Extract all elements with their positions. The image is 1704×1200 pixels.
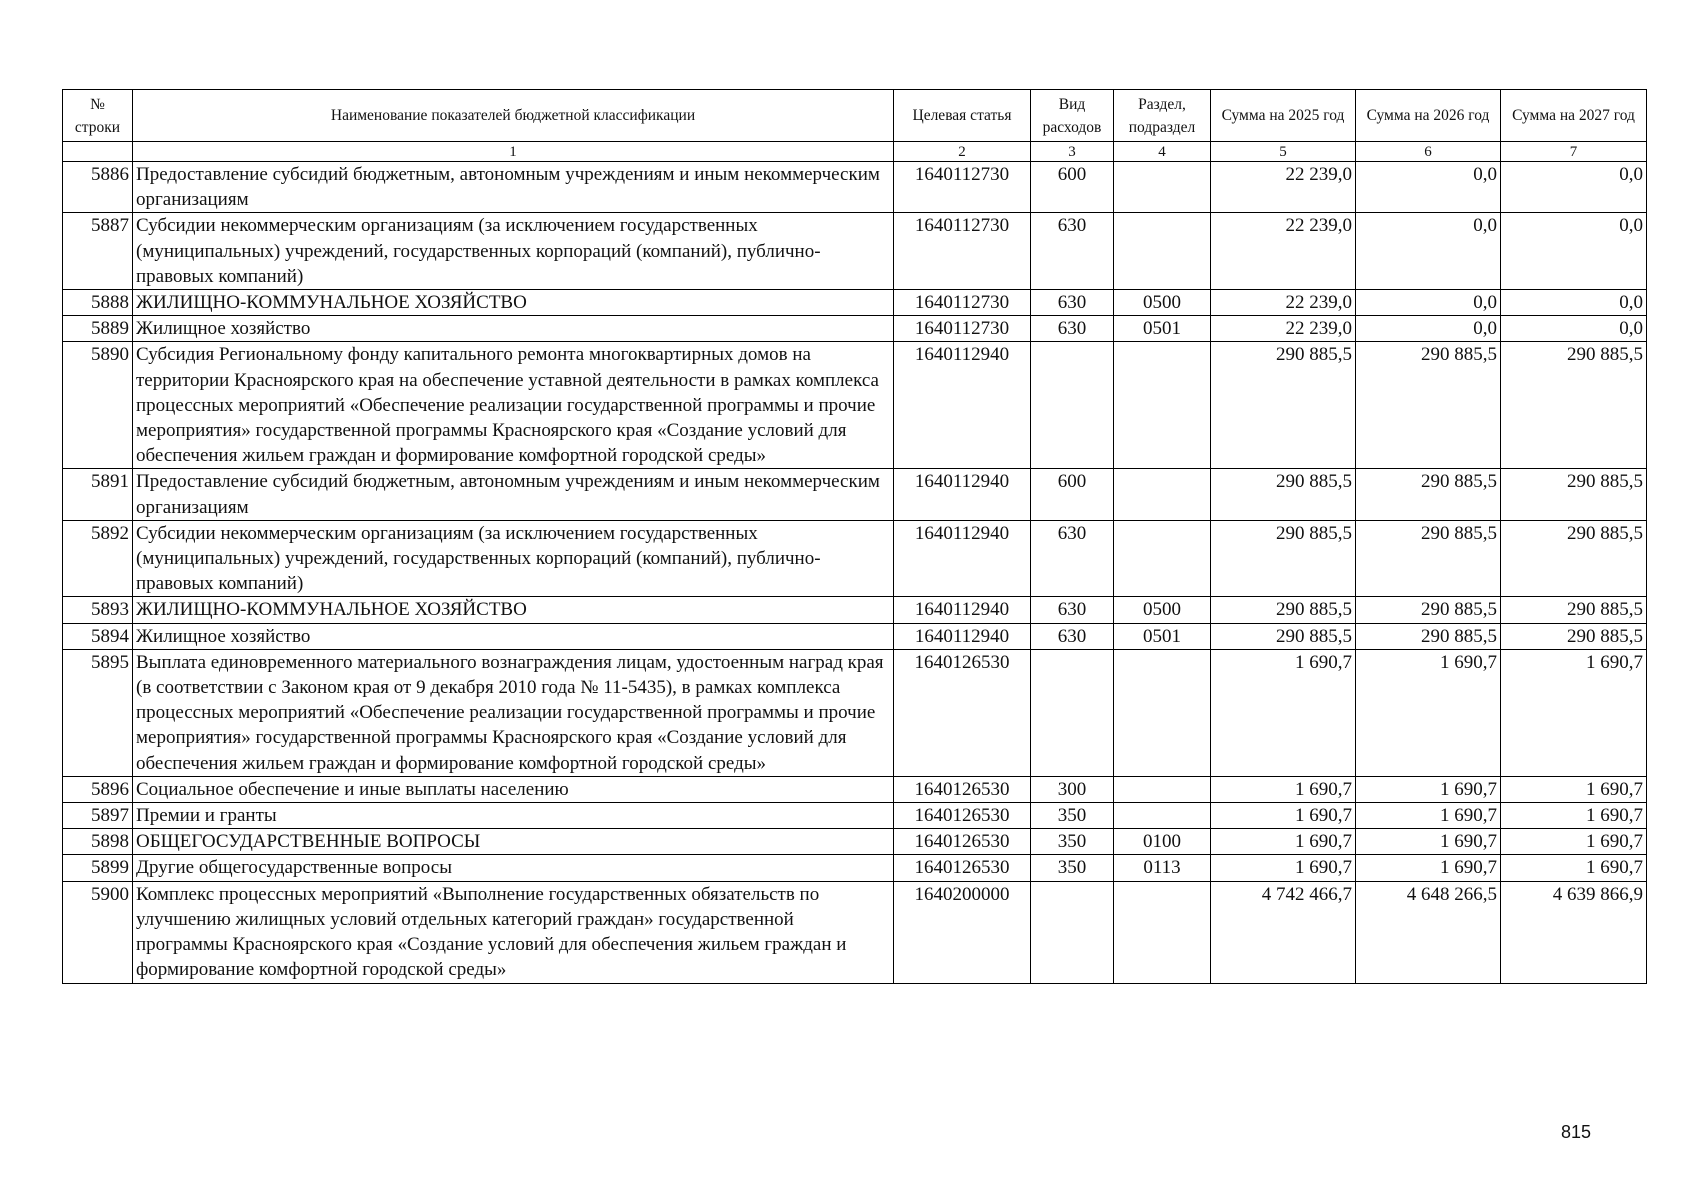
sum-2026-cell: 290 885,5	[1356, 520, 1501, 597]
indicator-name-cell: Другие общегосударственные вопросы	[133, 855, 894, 881]
target-article-cell: 1640112730	[894, 162, 1031, 213]
expense-type-cell	[1031, 649, 1114, 776]
expense-type-cell: 600	[1031, 162, 1114, 213]
target-article-cell: 1640126530	[894, 803, 1031, 829]
row-number-cell: 5894	[63, 623, 133, 649]
column-number: 6	[1356, 142, 1501, 162]
sum-2025-cell: 1 690,7	[1211, 776, 1356, 802]
table-row	[63, 162, 1647, 213]
section-code-cell: 0100	[1114, 829, 1211, 855]
table-row	[63, 520, 1647, 597]
table-row	[63, 597, 1647, 623]
column-number-row	[63, 142, 1647, 162]
sum-2025-cell: 1 690,7	[1211, 855, 1356, 881]
sum-2025-cell: 22 239,0	[1211, 290, 1356, 316]
section-code-cell	[1114, 881, 1211, 983]
target-article-cell: 1640126530	[894, 776, 1031, 802]
row-number-cell: 5888	[63, 290, 133, 316]
expense-type-cell: 600	[1031, 469, 1114, 520]
sum-2027-cell: 1 690,7	[1501, 829, 1647, 855]
section-code-cell	[1114, 162, 1211, 213]
sum-2025-cell: 4 742 466,7	[1211, 881, 1356, 983]
table-body	[63, 162, 1647, 984]
sum-2026-cell: 1 690,7	[1356, 776, 1501, 802]
sum-2027-cell: 290 885,5	[1501, 623, 1647, 649]
indicator-name-cell: ЖИЛИЩНО-КОММУНАЛЬНОЕ ХОЗЯЙСТВО	[133, 290, 894, 316]
expense-type-cell: 630	[1031, 597, 1114, 623]
target-article-cell: 1640126530	[894, 829, 1031, 855]
target-article-cell: 1640112940	[894, 597, 1031, 623]
sum-2027-cell: 290 885,5	[1501, 520, 1647, 597]
header-sum-2025: Сумма на 2025 год	[1211, 90, 1356, 142]
row-number-cell: 5899	[63, 855, 133, 881]
table-row	[63, 776, 1647, 802]
section-code-cell	[1114, 469, 1211, 520]
target-article-cell: 1640126530	[894, 855, 1031, 881]
target-article-cell: 1640126530	[894, 649, 1031, 776]
column-number	[63, 142, 133, 162]
table-row	[63, 829, 1647, 855]
sum-2027-cell: 1 690,7	[1501, 776, 1647, 802]
table-row	[63, 649, 1647, 776]
header-sum-2027: Сумма на 2027 год	[1501, 90, 1647, 142]
sum-2026-cell: 1 690,7	[1356, 803, 1501, 829]
indicator-name-cell: Предоставление субсидий бюджетным, автономным учреждениям и иным некоммерческим организациям	[133, 469, 894, 520]
sum-2025-cell: 1 690,7	[1211, 649, 1356, 776]
sum-2027-cell: 1 690,7	[1501, 649, 1647, 776]
expense-type-cell: 350	[1031, 803, 1114, 829]
indicator-name-cell: Предоставление субсидий бюджетным, автономным учреждениям и иным некоммерческим организациям	[133, 162, 894, 213]
section-code-cell	[1114, 520, 1211, 597]
table-row	[63, 290, 1647, 316]
expense-type-cell: 350	[1031, 829, 1114, 855]
sum-2025-cell: 290 885,5	[1211, 342, 1356, 469]
sum-2025-cell: 22 239,0	[1211, 316, 1356, 342]
section-code-cell: 0501	[1114, 316, 1211, 342]
sum-2027-cell: 1 690,7	[1501, 855, 1647, 881]
target-article-cell: 1640112730	[894, 213, 1031, 290]
indicator-name-cell: Выплата единовременного материального вознаграждения лицам, удостоенным наград края (в соответствии с Законом края от 9 декабря 2010 года № 11-5435), в рамках комплекса процессных мероприятий «Обеспечение реализации государственной программы и прочие мероприятия» государственной программы Красноярского края «Создание условий для обеспечения жильем граждан и формирование комфортной городской среды»	[133, 649, 894, 776]
column-number: 3	[1031, 142, 1114, 162]
sum-2026-cell: 1 690,7	[1356, 829, 1501, 855]
sum-2026-cell: 4 648 266,5	[1356, 881, 1501, 983]
table-header-row	[63, 90, 1647, 142]
expense-type-cell: 630	[1031, 520, 1114, 597]
sum-2026-cell: 0,0	[1356, 290, 1501, 316]
table-row	[63, 623, 1647, 649]
column-number: 2	[894, 142, 1031, 162]
sum-2026-cell: 0,0	[1356, 162, 1501, 213]
sum-2025-cell: 1 690,7	[1211, 803, 1356, 829]
header-expense-type: Вид расходов	[1031, 90, 1114, 142]
header-section: Раздел, подраздел	[1114, 90, 1211, 142]
row-number-cell: 5897	[63, 803, 133, 829]
sum-2025-cell: 290 885,5	[1211, 623, 1356, 649]
indicator-name-cell: Субсидии некоммерческим организациям (за исключением государственных (муниципальных) учреждений, государственных корпораций (компаний), публично-правовых компаний)	[133, 520, 894, 597]
table-row	[63, 469, 1647, 520]
target-article-cell: 1640112730	[894, 290, 1031, 316]
indicator-name-cell: ЖИЛИЩНО-КОММУНАЛЬНОЕ ХОЗЯЙСТВО	[133, 597, 894, 623]
sum-2025-cell: 290 885,5	[1211, 520, 1356, 597]
indicator-name-cell: Субсидия Региональному фонду капитального ремонта многоквартирных домов на территории Красноярского края на обеспечение уставной деятельности в рамках комплекса процессных мероприятий «Обеспечение реализации государственной программы и прочие мероприятия» государственной программы Красноярского края «Создание условий для обеспечения жильем граждан и формирование комфортной городской среды»	[133, 342, 894, 469]
budget-table	[62, 89, 1647, 984]
expense-type-cell	[1031, 881, 1114, 983]
target-article-cell: 1640112940	[894, 469, 1031, 520]
sum-2026-cell: 0,0	[1356, 213, 1501, 290]
row-number-cell: 5900	[63, 881, 133, 983]
row-number-cell: 5886	[63, 162, 133, 213]
sum-2027-cell: 0,0	[1501, 316, 1647, 342]
section-code-cell: 0501	[1114, 623, 1211, 649]
header-target-article: Целевая статья	[894, 90, 1031, 142]
section-code-cell	[1114, 649, 1211, 776]
sum-2027-cell: 290 885,5	[1501, 469, 1647, 520]
target-article-cell: 1640112940	[894, 342, 1031, 469]
column-number: 7	[1501, 142, 1647, 162]
indicator-name-cell: Субсидии некоммерческим организациям (за исключением государственных (муниципальных) учреждений, государственных корпораций (компаний), публично-правовых компаний)	[133, 213, 894, 290]
sum-2027-cell: 0,0	[1501, 290, 1647, 316]
sum-2026-cell: 290 885,5	[1356, 342, 1501, 469]
header-sum-2026: Сумма на 2026 год	[1356, 90, 1501, 142]
table-row	[63, 342, 1647, 469]
table-row	[63, 803, 1647, 829]
sum-2027-cell: 290 885,5	[1501, 597, 1647, 623]
sum-2026-cell: 1 690,7	[1356, 855, 1501, 881]
sum-2027-cell: 1 690,7	[1501, 803, 1647, 829]
section-code-cell: 0500	[1114, 290, 1211, 316]
target-article-cell: 1640112730	[894, 316, 1031, 342]
sum-2027-cell: 0,0	[1501, 213, 1647, 290]
target-article-cell: 1640112940	[894, 520, 1031, 597]
column-number: 5	[1211, 142, 1356, 162]
sum-2025-cell: 290 885,5	[1211, 597, 1356, 623]
row-number-cell: 5898	[63, 829, 133, 855]
indicator-name-cell: Социальное обеспечение и иные выплаты населению	[133, 776, 894, 802]
section-code-cell: 0113	[1114, 855, 1211, 881]
expense-type-cell: 300	[1031, 776, 1114, 802]
sum-2025-cell: 1 690,7	[1211, 829, 1356, 855]
table-row	[63, 855, 1647, 881]
indicator-name-cell: Жилищное хозяйство	[133, 316, 894, 342]
table-row	[63, 213, 1647, 290]
header-row-number: № строки	[63, 90, 133, 142]
section-code-cell	[1114, 213, 1211, 290]
sum-2026-cell: 0,0	[1356, 316, 1501, 342]
table-row	[63, 316, 1647, 342]
section-code-cell: 0500	[1114, 597, 1211, 623]
section-code-cell	[1114, 776, 1211, 802]
sum-2027-cell: 4 639 866,9	[1501, 881, 1647, 983]
indicator-name-cell: ОБЩЕГОСУДАРСТВЕННЫЕ ВОПРОСЫ	[133, 829, 894, 855]
expense-type-cell: 630	[1031, 213, 1114, 290]
table-row	[63, 881, 1647, 983]
row-number-cell: 5892	[63, 520, 133, 597]
column-number: 4	[1114, 142, 1211, 162]
sum-2026-cell: 290 885,5	[1356, 469, 1501, 520]
indicator-name-cell: Жилищное хозяйство	[133, 623, 894, 649]
sum-2026-cell: 290 885,5	[1356, 597, 1501, 623]
expense-type-cell: 630	[1031, 290, 1114, 316]
section-code-cell	[1114, 342, 1211, 469]
page-number: 815	[1561, 1122, 1592, 1142]
row-number-cell: 5896	[63, 776, 133, 802]
row-number-cell: 5890	[63, 342, 133, 469]
sum-2026-cell: 1 690,7	[1356, 649, 1501, 776]
indicator-name-cell: Премии и гранты	[133, 803, 894, 829]
row-number-cell: 5891	[63, 469, 133, 520]
target-article-cell: 1640112940	[894, 623, 1031, 649]
row-number-cell: 5893	[63, 597, 133, 623]
sum-2027-cell: 290 885,5	[1501, 342, 1647, 469]
expense-type-cell: 630	[1031, 316, 1114, 342]
sum-2027-cell: 0,0	[1501, 162, 1647, 213]
sum-2026-cell: 290 885,5	[1356, 623, 1501, 649]
header-indicator-name: Наименование показателей бюджетной классификации	[133, 90, 894, 142]
row-number-cell: 5889	[63, 316, 133, 342]
indicator-name-cell: Комплекс процессных мероприятий «Выполнение государственных обязательств по улучшению жилищных условий отдельных категорий граждан» государственной программы Красноярского края «Создание условий для обеспечения жильем граждан и формирование комфортной городской среды»	[133, 881, 894, 983]
sum-2025-cell: 22 239,0	[1211, 162, 1356, 213]
sum-2025-cell: 22 239,0	[1211, 213, 1356, 290]
expense-type-cell: 350	[1031, 855, 1114, 881]
section-code-cell	[1114, 803, 1211, 829]
expense-type-cell	[1031, 342, 1114, 469]
column-number: 1	[133, 142, 894, 162]
target-article-cell: 1640200000	[894, 881, 1031, 983]
sum-2025-cell: 290 885,5	[1211, 469, 1356, 520]
row-number-cell: 5895	[63, 649, 133, 776]
expense-type-cell: 630	[1031, 623, 1114, 649]
row-number-cell: 5887	[63, 213, 133, 290]
